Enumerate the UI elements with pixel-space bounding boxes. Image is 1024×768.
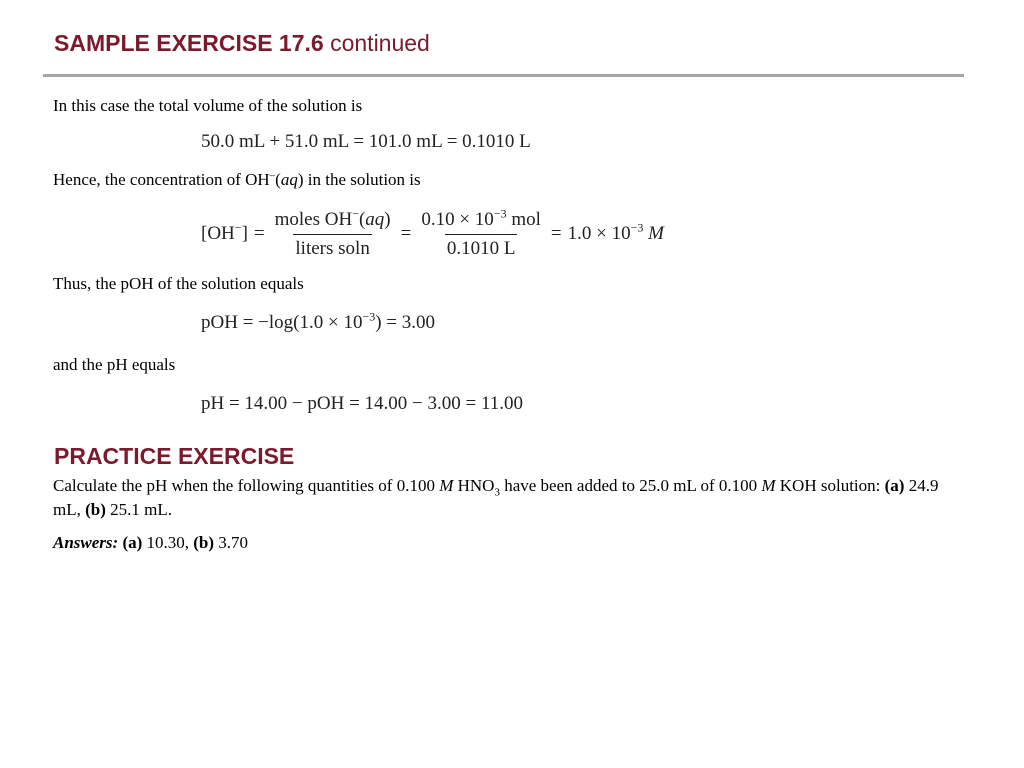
practice-heading: PRACTICE EXERCISE — [54, 443, 295, 469]
answer-b-label: (b) — [193, 533, 215, 552]
concentration-intro-start: Hence, the concentration of OH — [53, 170, 270, 189]
answer-a-value: 10.30, — [146, 533, 190, 552]
volume-intro: In this case the total volume of the solution is — [53, 96, 363, 115]
answers-line — [53, 533, 248, 553]
poh-intro: Thus, the pOH of the solution equals — [53, 274, 304, 293]
part-b-label: (b) — [85, 500, 106, 519]
title-continued: continued — [330, 30, 430, 56]
fraction-denominator: liters soln — [293, 234, 371, 260]
practice-question: Calculate the pH when the following quantities of 0.100 M $HNO_3$ have been added to 25.0 mL of 0.100 M KOH solution: (a) 24.9 mL, (b) 25.1 mL. — [53, 476, 939, 519]
answers-label: Answers: — [53, 533, 119, 552]
ph-intro: and the pH equals — [53, 355, 176, 374]
concentration-intro: Hence, the concentration of OH–(aq) in the solution is — [53, 169, 421, 189]
answer-a-label: (a) — [122, 533, 143, 552]
concentration-equation: [OH−] = $\frac{moles OH^-(aq)}{\text{liters soln}}$ = $\frac{0.10 \times 10^{-3} mol}{0.1010 L}$ = $1.0 \times 10^{-3}$ M — [201, 206, 664, 259]
answer-b-value: 3.70 — [218, 533, 249, 552]
oh-lhs: [OH−] — [201, 220, 248, 244]
part-a-value: 24.9 mL, — [53, 476, 939, 519]
poh-equation: pOH = $-\log(1.0 \times 10^{-3}) = 3.00$ — [201, 309, 436, 333]
concentration-result: $1.0 \times 10^{-3}$ M — [567, 220, 664, 244]
page-title — [54, 30, 430, 57]
header-divider — [43, 74, 964, 77]
concentration-intro-end: in the solution is — [307, 170, 421, 189]
fraction-values-numerator: $0.10 \times 10^{-3}$ mol — [421, 206, 541, 230]
fraction-moles-over-liters — [273, 206, 393, 260]
fraction-numerator: moles OH−(aq) — [274, 206, 391, 230]
concentration-intro-charge: – — [269, 169, 276, 182]
volume-equation: 50.0 mL + 51.0 mL = 101.0 mL = 0.1010 L — [201, 131, 531, 152]
fraction-values-denominator: 0.1010 L — [445, 234, 518, 260]
part-b-value: 25.1 mL. — [110, 500, 172, 519]
fraction-values — [419, 206, 543, 260]
concentration-intro-aq: aq — [280, 170, 298, 189]
part-a-label: (a) — [884, 476, 905, 495]
ph-equation: pH = 14.00 − pOH = 14.00 − 3.00 = 11.00 — [201, 393, 524, 414]
title-exercise-number: SAMPLE EXERCISE 17.6 — [54, 30, 324, 56]
